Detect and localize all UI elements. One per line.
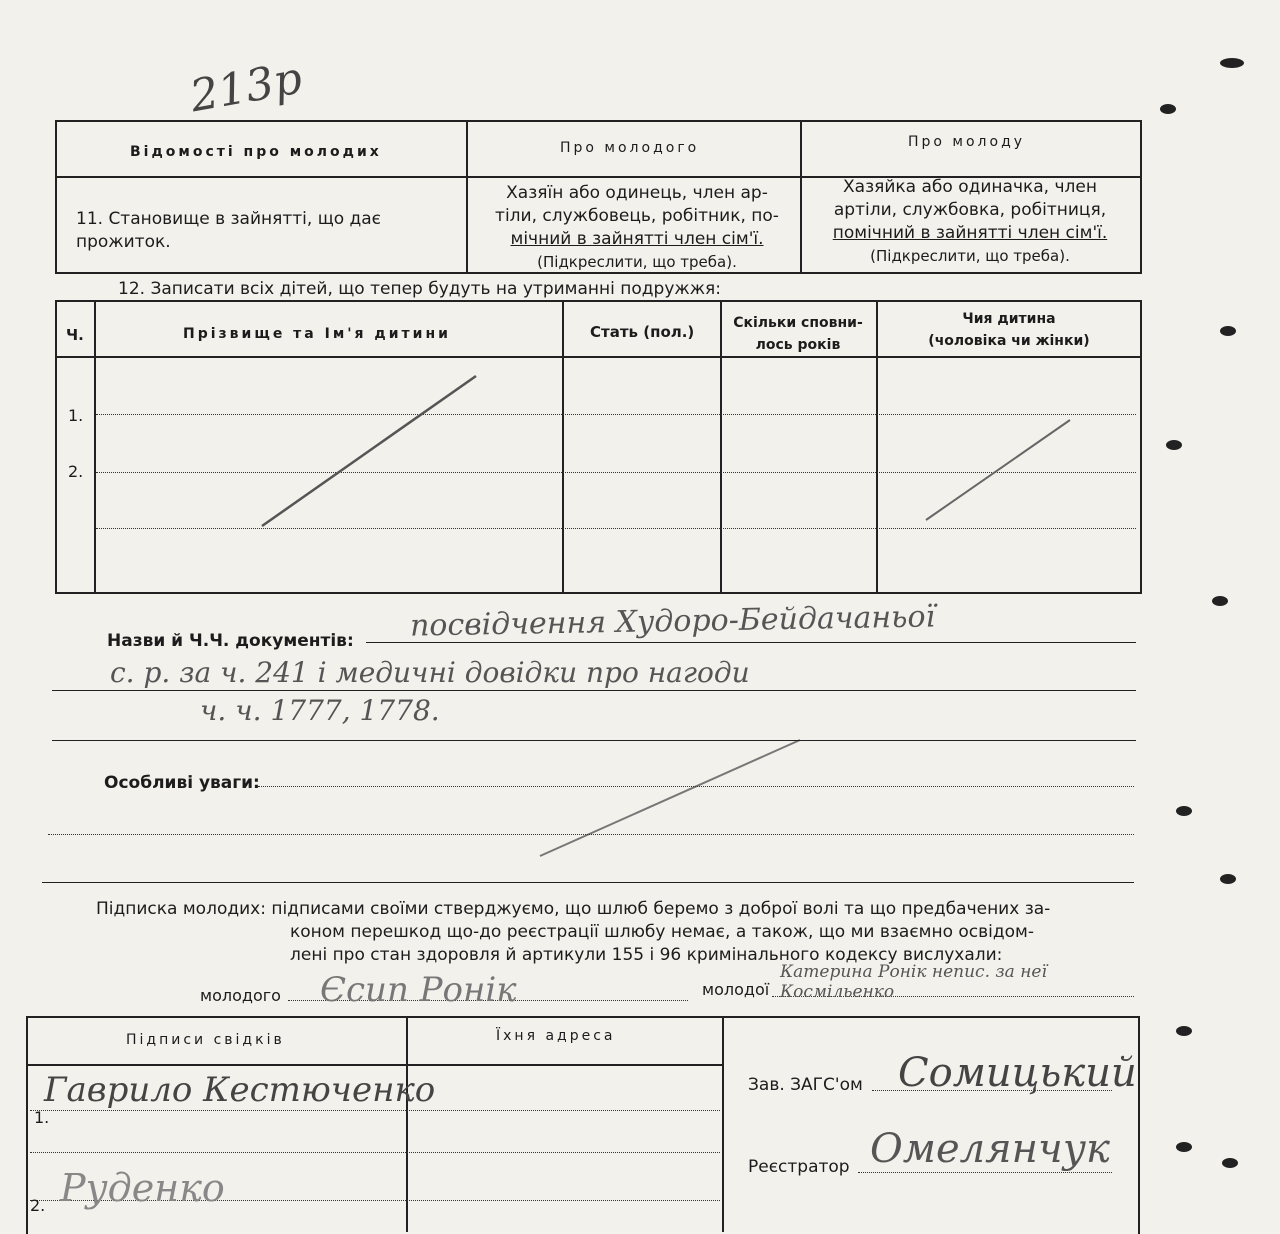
registrar-signature: Омелянчук (870, 1126, 1110, 1172)
declaration-label: Підписка молодих: (96, 899, 266, 919)
col-number-header: Ч. (66, 326, 84, 344)
page-number: 213р (186, 52, 306, 123)
witness-number-2: 2. (30, 1196, 46, 1215)
witness-address-header: Їхня адреса (496, 1028, 616, 1044)
registrar-label: Реєстратор (748, 1157, 850, 1177)
witness-signature-1: Гаврило Кестюченко (44, 1070, 436, 1110)
documents-handwritten-2: с. р. за ч. 241 і медичні довідки про нагоди (110, 656, 750, 689)
bride-signature: Катерина Ронік непис. за неї Космільенко (780, 962, 1047, 1002)
witness-signature-2: Руденко (60, 1166, 225, 1210)
row11-label: 11. Становище в зайнятті, що дає прожиток. (76, 209, 382, 252)
col-child-name-header: Прізвище та Ім'я дитини (183, 326, 451, 342)
documents-handwritten-1: посвідчення Худоро-Бейдачаньої (409, 599, 936, 644)
col-sex-header: Стать (пол.) (590, 323, 695, 341)
col-whose-header: Чия дитина (чоловіка чи жінки) (928, 311, 1090, 349)
documents-label: Назви й Ч.Ч. документів: (107, 631, 354, 651)
remarks-label: Особливі уваги: (104, 773, 260, 793)
header-bride: Про молоду (908, 134, 1026, 150)
header-groom: Про молодого (560, 140, 700, 156)
zags-signature: Сомицький (898, 1050, 1137, 1096)
witness-number-1: 1. (34, 1108, 50, 1127)
row-number-2: 2. (68, 462, 84, 481)
witness-signatures-header: Підписи свідків (126, 1032, 285, 1048)
header-info: Відомості про молодих (130, 144, 382, 160)
col-age-header: Скільки сповни- лось років (733, 315, 863, 353)
row-number-1: 1. (68, 406, 84, 425)
bride-occupation: Хазяйка або одиначка, член артіли, службовка, робітниця, помічний в зайнятті член сім'ї. (Підкреслити, що треба). (832, 177, 1108, 265)
groom-label: молодого (200, 986, 281, 1005)
groom-signature: Єсип Ронік (320, 970, 517, 1010)
declaration-text: Підписка молодих: підписами своїми стверджуємо, що шлюб беремо з доброї волі та що предбачених за- коном перешкод що-до реєстрації шлюбу немає, а також, що ми взаємно освідом- лені про стан здоровля й артикули 155 і 96 кримінального кодексу вислухали: (96, 899, 1051, 965)
children-title: 12. Записати всіх дітей, що тепер будуть на утриманні подружжя: (118, 279, 721, 299)
bride-label: молодої (702, 980, 770, 999)
groom-occupation: Хазяїн або одинець, член ар- тіли, службовець, робітник, по- мічний в зайнятті член сім'ї. (Підкреслити, що треба). (495, 183, 779, 271)
documents-handwritten-3: ч. ч. 1777, 1778. (200, 694, 440, 727)
zags-label: Зав. ЗАГС'ом (748, 1075, 863, 1095)
